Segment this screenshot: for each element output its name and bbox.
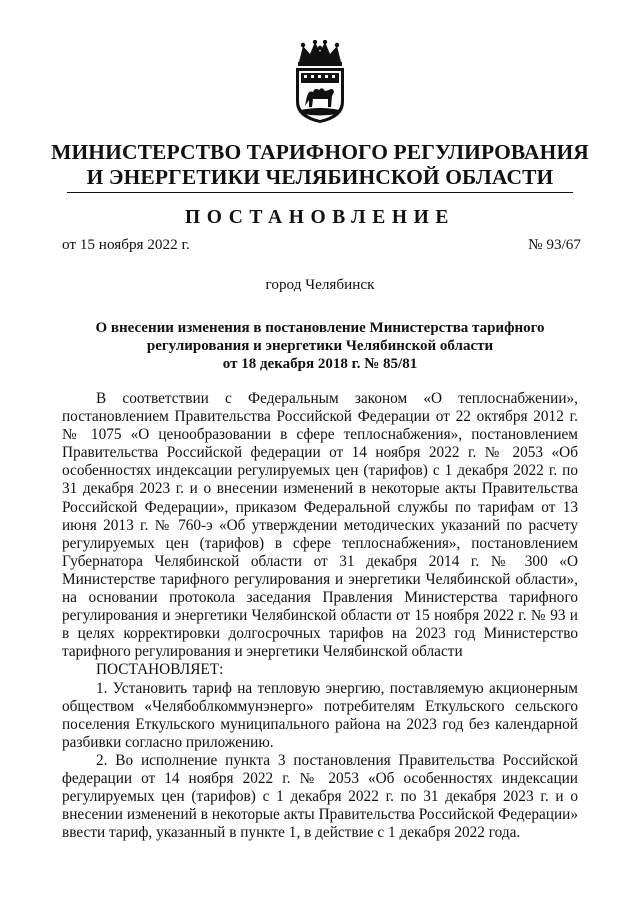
document-type: ПОСТАНОВЛЕНИЕ: [184, 207, 456, 228]
subject-line3: от 18 декабря 2018 г. № 85/81: [222, 356, 418, 372]
header-divider: [67, 192, 573, 193]
subject-line1: О внесении изменения в постановление Министерства тарифного: [95, 320, 545, 336]
item-1-paragraph: 1. Установить тариф на тепловую энергию, поставляемую акционерным обществом «Челябоблкоммунэнерго» потребителям Еткульского сельского поселения Еткульского муниципального района на 2023 год без календарной разбивки согласно приложению.: [62, 679, 578, 751]
document-number: № 93/67: [528, 236, 581, 253]
ministry-title-line2: И ЭНЕРГЕТИКИ ЧЕЛЯБИНСКОЙ ОБЛАСТИ: [86, 165, 554, 189]
document-body: [62, 390, 578, 842]
subject-line2: регулирования и энергетики Челябинской области: [146, 338, 494, 354]
ministry-title-line1: МИНИСТЕРСТВО ТАРИФНОГО РЕГУЛИРОВАНИЯ: [51, 140, 589, 164]
resolve-heading: ПОСТАНОВЛЯЕТ:: [96, 661, 224, 679]
item-2-paragraph: 2. Во исполнение пункта 3 постановления Правительства Российской федерации от 14 ноября 2022 г. № 2053 «Об особенностях индексации регулируемых цен (тарифов) с 1 декабря 2022 г. по 31 декабря 2023 г. и о внесении изменений в некоторые акты Правительства Российской Федерации» ввести тариф, указанный в пункте 1, в действие с 1 декабря 2022 года.: [62, 751, 578, 842]
document-city: город Челябинск: [265, 276, 375, 293]
ministry-title: [40, 140, 600, 190]
document-subject: [90, 319, 550, 373]
document-date: от 15 ноября 2022 г.: [62, 236, 190, 253]
preamble-paragraph: В соответствии с Федеральным законом «О теплоснабжении», постановлением Правительства Российской Федерации от 22 октября 2012 г. № 1075 «О ценообразовании в сфере теплоснабжения», постановлением Правительства Российской федерации от 14 ноября 2022 г. № 2053 «Об особенностях индексации регулируемых цен (тарифов) с 1 декабря 2022 г. по 31 декабря 2023 г. и о внесении изменений в некоторые акты Правительства Российской Федерации», приказом Федеральной службы по тарифам от 13 июня 2013 г. № 760-э «Об утверждении методических указаний по расчету регулируемых цен (тарифов) в сфере теплоснабжения», постановлением Губернатора Челябинской области от 31 декабря 2014 г. № 300 «О Министерстве тарифного регулирования и энергетики Челябинской области», на основании протокола заседания Правления Министерства тарифного регулирования и энергетики Челябинской области от 15 ноября 2022 г. № 93 и в целях корректировки долгосрочных тарифов на 2023 год Министерство тарифного регулирования и энергетики Челябинской области: [62, 390, 578, 661]
coat-of-arms-icon: [291, 40, 349, 124]
